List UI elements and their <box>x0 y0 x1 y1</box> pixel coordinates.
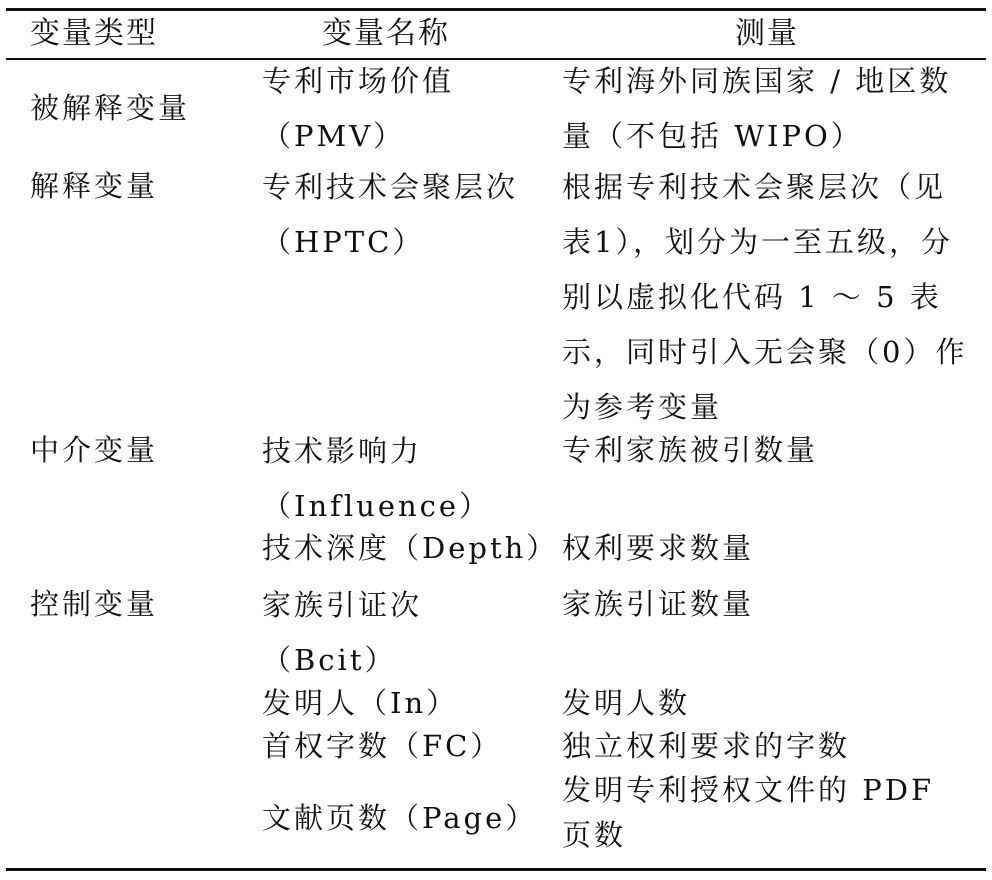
row-name-depth: 技术深度（Depth） <box>262 531 559 565</box>
row-type-mediating: 中介变量 <box>30 433 159 467</box>
row-measure-influence: 专利家族被引数量 <box>562 433 819 467</box>
row-measure-hptc: 根据专利技术会聚层次（见表1），划分为一至五级，分别以虚拟化代码 1 ～ 5 表示，同时引入无会聚（0）作为参考变量 <box>562 170 968 424</box>
row-type-dependent: 被解释变量 <box>30 91 191 125</box>
row-name-influence: 技术影响力（Influence） <box>262 434 492 523</box>
header-variable-type: 变量类型 <box>30 16 158 51</box>
row-measure-depth: 权利要求数量 <box>562 531 755 565</box>
row-name-pmv: 专利市场价值（PMV） <box>262 64 455 153</box>
row-measure-bcit: 家族引证数量 <box>562 587 755 621</box>
row-name-in: 发明人（In） <box>262 686 459 720</box>
row-type-explanatory: 解释变量 <box>30 169 159 203</box>
row-name-hptc: 专利技术会聚层次（HPTC） <box>262 170 519 259</box>
row-measure-pmv: 专利海外同族国家 / 地区数量（不包括 WIPO） <box>562 64 952 153</box>
row-type-control: 控制变量 <box>30 587 159 621</box>
table-top-rule <box>6 8 986 11</box>
header-measurement: 测量 <box>735 16 799 51</box>
row-name-fc: 首权字数（FC） <box>262 729 503 763</box>
row-name-bcit: 家族引证次（Bcit） <box>262 588 423 677</box>
row-name-page: 文献页数（Page） <box>262 801 538 835</box>
row-measure-page: 发明专利授权文件的 PDF 页数 <box>562 773 935 852</box>
row-measure-fc: 独立权利要求的字数 <box>562 729 851 763</box>
table-bottom-rule <box>6 868 986 871</box>
header-variable-name: 变量名称 <box>322 16 450 51</box>
row-measure-in: 发明人数 <box>562 686 691 720</box>
